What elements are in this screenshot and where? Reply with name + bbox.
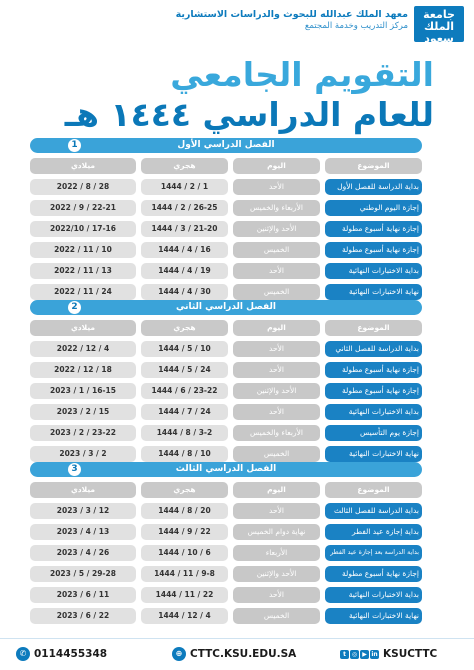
event-hijri-date: 1444 / 2 / 1	[141, 179, 228, 195]
event-topic: إجازة نهاية أسبوع مطولة	[325, 242, 422, 258]
event-day: الخميس	[233, 608, 320, 624]
event-gregorian-date: 2023 / 4 / 26	[30, 545, 136, 561]
phone-number: 0114455348	[34, 648, 108, 660]
event-day: الأحد	[233, 179, 320, 195]
event-hijri-date: 1444 / 12 / 4	[141, 608, 228, 624]
event-gregorian-date: 2022 / 11 / 13	[30, 263, 136, 279]
event-hijri-date: 1444 / 6 / 23-22	[141, 383, 228, 399]
logo-arabic-text: جامعة الملك سعود	[423, 8, 455, 45]
table-row	[30, 545, 422, 561]
event-day: الأحد	[233, 362, 320, 378]
event-topic: إجازة اليوم الوطني	[325, 200, 422, 216]
event-topic: إجازة يوم التأسيس	[325, 425, 422, 441]
event-day: الخميس	[233, 284, 320, 300]
youtube-icon: ▶	[360, 650, 369, 659]
event-hijri-date: 1444 / 5 / 24	[141, 362, 228, 378]
semester-header	[30, 462, 422, 477]
event-hijri-date: 1444 / 4 / 19	[141, 263, 228, 279]
column-gregorian: ميلادي	[30, 320, 136, 336]
event-gregorian-date: 2023 / 6 / 11	[30, 587, 136, 603]
column-header-row	[30, 320, 422, 336]
column-day: اليوم	[233, 320, 320, 336]
column-hijri: هجري	[141, 482, 228, 498]
semester-number-badge: 2	[68, 301, 81, 314]
event-day: الخميس	[233, 242, 320, 258]
event-topic: نهاية الاختبارات النهائية	[325, 608, 422, 624]
table-row	[30, 425, 422, 441]
institute-name: معهد الملك عبدالله للبحوث والدراسات الاستشارية	[175, 9, 408, 20]
table-row	[30, 503, 422, 519]
table-row	[30, 179, 422, 195]
event-gregorian-date: 2022 / 12 / 18	[30, 362, 136, 378]
table-row	[30, 608, 422, 624]
event-topic: نهاية الاختبارات النهائية	[325, 284, 422, 300]
event-day: الأحد	[233, 404, 320, 420]
event-topic: بداية الدراسة للفصل الثاني	[325, 341, 422, 357]
semester-section-3	[30, 462, 422, 624]
event-gregorian-date: 2023 / 2 / 15	[30, 404, 136, 420]
event-gregorian-date: 2022 / 11 / 24	[30, 284, 136, 300]
event-gregorian-date: 2022 / 12 / 4	[30, 341, 136, 357]
event-gregorian-date: 2022 / 8 / 28	[30, 179, 136, 195]
table-row	[30, 284, 422, 300]
table-row	[30, 566, 422, 582]
semester-title: الفصل الدراسي الثاني	[176, 302, 276, 312]
event-topic: بداية الاختبارات النهائية	[325, 404, 422, 420]
event-topic: بداية الاختبارات النهائية	[325, 587, 422, 603]
header	[0, 0, 474, 58]
event-gregorian-date: 2023 / 3 / 2	[30, 446, 136, 462]
column-hijri: هجري	[141, 158, 228, 174]
table-row	[30, 362, 422, 378]
event-day: الأحد	[233, 587, 320, 603]
event-gregorian-date: 2022/10 / 17-16	[30, 221, 136, 237]
instagram-icon: ◎	[351, 650, 358, 658]
logo-english-text: King Saud University	[426, 45, 452, 58]
column-topic: الموضوع	[325, 320, 422, 336]
globe-icon: ⊕	[172, 647, 186, 661]
event-gregorian-date: 2023 / 2 / 23-22	[30, 425, 136, 441]
event-day: الأحد والإثنين	[233, 383, 320, 399]
event-topic: إجازة نهاية أسبوع مطولة	[325, 221, 422, 237]
event-hijri-date: 1444 / 8 / 10	[141, 446, 228, 462]
semester-header	[30, 300, 422, 315]
column-day: اليوم	[233, 482, 320, 498]
column-topic: الموضوع	[325, 158, 422, 174]
event-topic: إجازة نهاية أسبوع مطولة	[325, 383, 422, 399]
event-day: الأربعاء والخميس	[233, 425, 320, 441]
linkedin-icon: in	[371, 650, 378, 658]
event-topic: بداية الاختبارات النهائية	[325, 263, 422, 279]
semester-section-1	[30, 138, 422, 300]
table-row	[30, 383, 422, 399]
event-day: الأحد	[233, 263, 320, 279]
table-row	[30, 446, 422, 462]
event-gregorian-date: 2023 / 3 / 12	[30, 503, 136, 519]
social-handle[interactable]	[340, 646, 437, 662]
event-day: الخميس	[233, 446, 320, 462]
event-topic: بداية الدراسة بعد إجازة عيد الفطر	[325, 545, 422, 561]
event-day: الأربعاء	[233, 545, 320, 561]
event-topic: إجازة نهاية أسبوع مطولة	[325, 566, 422, 582]
table-row	[30, 263, 422, 279]
event-gregorian-date: 2023 / 4 / 13	[30, 524, 136, 540]
event-gregorian-date: 2022 / 9 / 22-21	[30, 200, 136, 216]
event-day: الأحد والإثنين	[233, 221, 320, 237]
table-row	[30, 221, 422, 237]
column-hijri: هجري	[141, 320, 228, 336]
semester-title: الفصل الدراسي الأول	[177, 140, 275, 150]
column-topic: الموضوع	[325, 482, 422, 498]
website-link[interactable]	[172, 646, 296, 662]
event-hijri-date: 1444 / 8 / 20	[141, 503, 228, 519]
table-row	[30, 524, 422, 540]
table-row	[30, 341, 422, 357]
event-hijri-date: 1444 / 8 / 3-2	[141, 425, 228, 441]
event-hijri-date: 1444 / 2 / 26-25	[141, 200, 228, 216]
column-header-row	[30, 482, 422, 498]
event-gregorian-date: 2023 / 5 / 29-28	[30, 566, 136, 582]
phone-icon: ✆	[16, 647, 30, 661]
event-hijri-date: 1444 / 7 / 24	[141, 404, 228, 420]
table-row	[30, 242, 422, 258]
event-hijri-date: 1444 / 5 / 10	[141, 341, 228, 357]
event-topic: بداية الدراسة للفصل الثالث	[325, 503, 422, 519]
event-gregorian-date: 2022 / 11 / 10	[30, 242, 136, 258]
semester-header	[30, 138, 422, 153]
event-topic: بداية إجازة عيد الفطر	[325, 524, 422, 540]
footer-divider	[0, 638, 474, 639]
column-gregorian: ميلادي	[30, 482, 136, 498]
page-title: التقويم الجامعي	[170, 55, 434, 94]
table-row	[30, 404, 422, 420]
event-day: الأربعاء والخميس	[233, 200, 320, 216]
phone-contact[interactable]	[16, 646, 107, 662]
institute-block	[176, 9, 408, 32]
event-day: نهاية دوام الخميس	[233, 524, 320, 540]
column-header-row	[30, 158, 422, 174]
event-hijri-date: 1444 / 3 / 21-20	[141, 221, 228, 237]
twitter-icon: t	[340, 650, 349, 659]
table-row	[30, 587, 422, 603]
page-subtitle: للعام الدراسي ١٤٤٤ هـ	[64, 95, 434, 134]
event-hijri-date: 1444 / 4 / 30	[141, 284, 228, 300]
table-row	[30, 200, 422, 216]
column-gregorian: ميلادي	[30, 158, 136, 174]
event-hijri-date: 1444 / 11 / 9-8	[141, 566, 228, 582]
footer	[0, 636, 474, 670]
ksu-logo	[414, 6, 464, 58]
social-text: KSUCTTC	[383, 648, 438, 660]
event-hijri-date: 1444 / 11 / 22	[141, 587, 228, 603]
semester-section-2	[30, 300, 422, 462]
event-day: الأحد	[233, 503, 320, 519]
website-text: CTTC.KSU.EDU.SA	[190, 648, 297, 660]
center-name: مركز التدريب وخدمة المجتمع	[304, 21, 408, 31]
semester-title: الفصل الدراسي الثالث	[175, 464, 277, 474]
event-hijri-date: 1444 / 10 / 6	[141, 545, 228, 561]
event-day: الأحد	[233, 341, 320, 357]
event-topic: بداية الدراسة للفصل الأول	[325, 179, 422, 195]
event-hijri-date: 1444 / 4 / 16	[141, 242, 228, 258]
event-gregorian-date: 2023 / 1 / 16-15	[30, 383, 136, 399]
event-topic: نهاية الاختبارات النهائية	[325, 446, 422, 462]
semester-number-badge: 3	[68, 463, 81, 476]
event-day: الأحد والإثنين	[233, 566, 320, 582]
semester-number-badge: 1	[68, 139, 81, 152]
event-topic: إجازة نهاية أسبوع مطولة	[325, 362, 422, 378]
event-gregorian-date: 2023 / 6 / 22	[30, 608, 136, 624]
column-day: اليوم	[233, 158, 320, 174]
event-hijri-date: 1444 / 9 / 22	[141, 524, 228, 540]
